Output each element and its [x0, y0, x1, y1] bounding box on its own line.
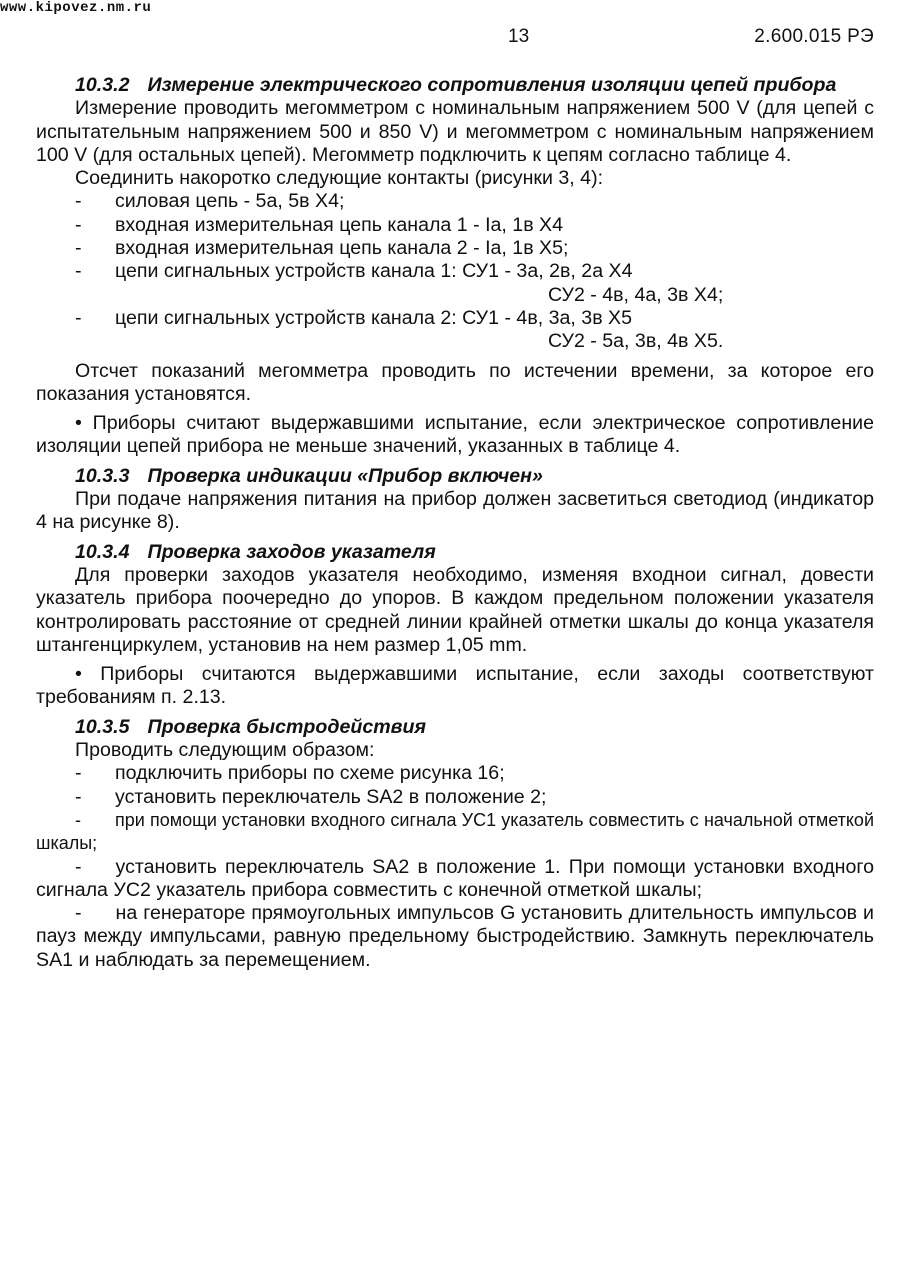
section-heading-10-3-3 — [36, 465, 874, 488]
dash-marker: - — [75, 902, 82, 925]
list-item: - цепи сигнальных устройств канала 2: СУ1 - 4в, 3а, 3в X5 — [36, 307, 874, 330]
section-heading-10-3-2 — [36, 74, 874, 97]
list-item: - входная измерительная цепь канала 2 - Iа, 1в X5; — [36, 237, 874, 260]
dash-marker: - — [75, 809, 81, 830]
list-item-text: установить переключатель SA2 в положение 1. При помощи установки входного сигнала УС2 указатель прибора совместить с конечной отметкой шкалы; — [36, 855, 874, 901]
section-title: Проверка заходов указателя — [147, 540, 436, 563]
list-item: - подключить приборы по схеме рисунка 16; — [36, 762, 874, 785]
list-item — [36, 809, 874, 856]
list-item: - входная измерительная цепь канала 1 - Iа, 1в X4 — [36, 214, 874, 237]
section-heading-10-3-4 — [36, 541, 874, 564]
paragraph: Проводить следующим образом: — [75, 739, 375, 762]
paragraph: Измерение проводить мегомметром с номинальным напряжением 500 V (для цепей с испытательным напряжением 500 и 850 V) и мегомметром с номинальным напряжением 100 V (для остальных цепей). Мегомметр подключить к цепям согласно таблице 4. — [36, 97, 874, 166]
section-number: 10.3.5 — [75, 715, 130, 738]
section-title: Проверка быстродействия — [147, 715, 426, 738]
list-item-text: на генераторе прямоугольных импульсов G установить длительность импульсов и пауз между импульсами, равную предельному быстродействию. Замкнуть переключатель SA1 и наблюдать за перемещением. — [36, 902, 874, 971]
section-title: Проверка индикации «Прибор включен» — [147, 464, 543, 487]
list-item-text: при помощи установки входного сигнала УС1 указатель совместить с начальной отметкой шкалы; — [36, 809, 874, 854]
paragraph: При подаче напряжения питания на прибор должен засветиться светодиод (индикатор 4 на рисунке 8). — [36, 488, 874, 534]
section-number: 10.3.4 — [75, 540, 130, 563]
paragraph: Для проверки заходов указателя необходимо, изменяя входнои сигнал, довести указатель прибора поочередно до упоров. В каждом предельном положении указателя контролировать расстояние от средней линии крайней отметки шкалы до конца указателя штангенциркулем, установив на нем размер 1,05 mm. — [36, 563, 874, 656]
list-item — [36, 902, 874, 972]
section-number: 10.3.3 — [75, 464, 130, 487]
document-number: 2.600.015 РЭ — [754, 26, 874, 47]
list-item — [36, 856, 874, 903]
section-number: 10.3.2 — [75, 74, 130, 96]
paragraph: Отсчет показаний мегомметра проводить по истечении времени, за которое его показания установятся. — [36, 359, 874, 405]
page-number: 13 — [508, 26, 530, 47]
paragraph: • Приборы считают выдержавшими испытание, если электрическое сопротивление изоляции цепей прибора не меньше значений, указанных в таблице 4. — [36, 412, 874, 458]
list-item: - цепи сигнальных устройств канала 1: СУ1 - 3а, 2в, 2а X4 — [36, 260, 874, 283]
list-item: - установить переключатель SA2 в положение 2; — [36, 786, 874, 809]
paragraph: Соединить накоротко следующие контакты (рисунки 3, 4): — [75, 167, 604, 190]
list-subitem: СУ2 - 5а, 3в, 4в X5. — [548, 330, 724, 353]
site-url: www.kipovez.nm.ru — [0, 0, 152, 16]
section-title: Измерение электрического сопротивления изоляции цепей прибора — [147, 74, 837, 96]
section-heading-10-3-5 — [36, 716, 874, 739]
dash-marker: - — [75, 855, 82, 878]
page-body — [36, 74, 874, 972]
list-item: - силовая цепь - 5а, 5в X4; — [36, 190, 874, 213]
paragraph: • Приборы считаются выдержавшими испытание, если заходы соответствуют требованиям п. 2.13. — [36, 663, 874, 709]
list-subitem: СУ2 - 4в, 4а, 3в X4; — [548, 283, 724, 306]
